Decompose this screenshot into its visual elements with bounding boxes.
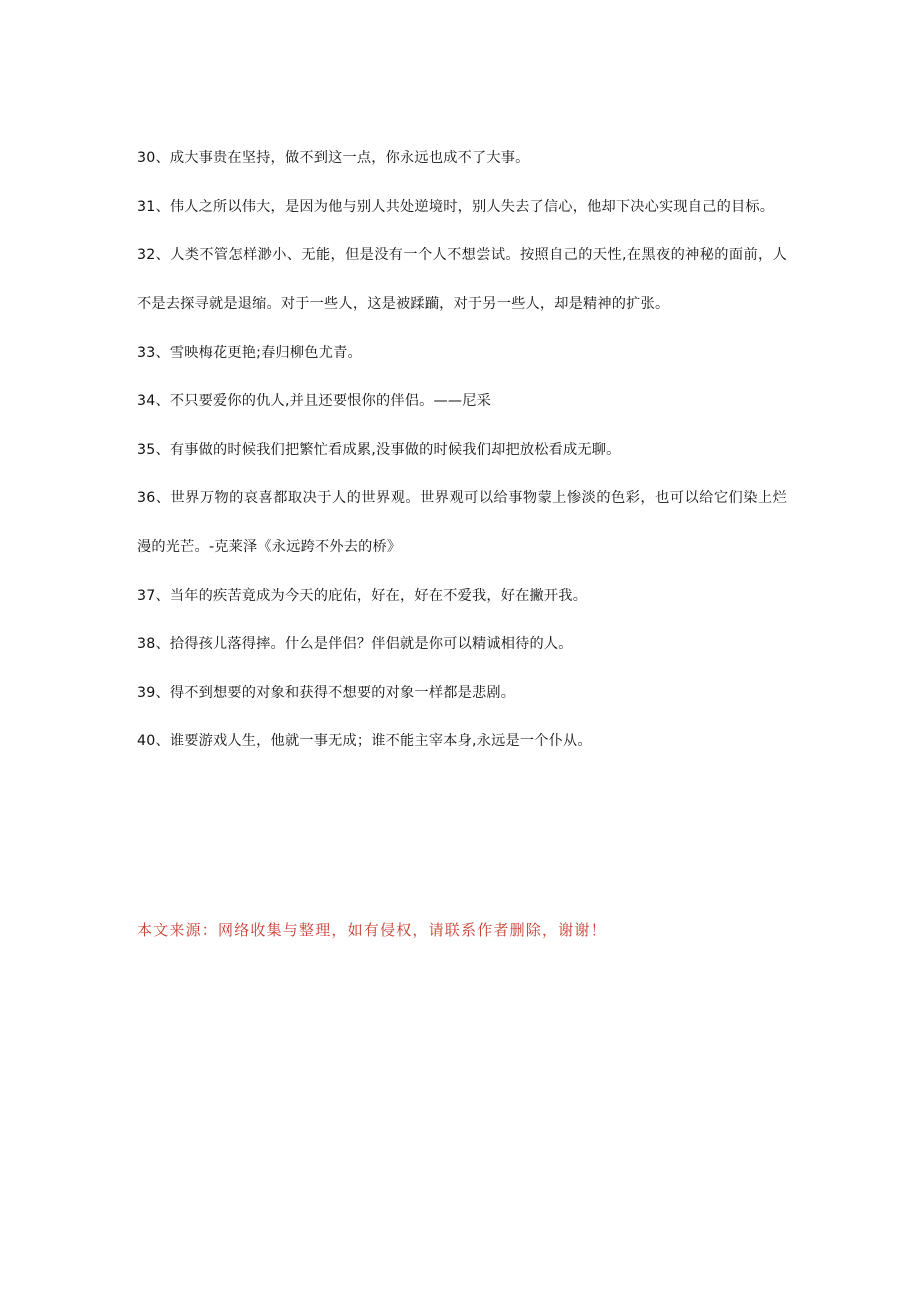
quote-item-36: 36、世界万物的哀喜都取决于人的世界观。世界观可以给事物蒙上惨淡的色彩，也可以给它们染上烂漫的光芒。-克莱泽《永远跨不外去的桥》 <box>137 490 787 555</box>
quote-item-38: 38、拾得孩儿落得摔。什么是伴侣？伴侣就是你可以精诚相待的人。 <box>137 636 573 652</box>
quote-item-37: 37、当年的疾苦竟成为今天的庇佑，好在，好在不爱我，好在撇开我。 <box>137 587 588 604</box>
quote-item-31: 31、伟人之所以伟大，是因为他与别人共处逆境时，别人失去了信心，他却下决心实现自己的目标。 <box>137 198 775 215</box>
source-disclaimer: 本文来源：网络收集与整理，如有侵权，请联系作者删除，谢谢！ <box>137 921 607 939</box>
quote-item-33: 33、雪映梅花更艳;春归柳色尤青。 <box>137 344 362 361</box>
quote-item-30: 30、成大事贵在坚持，做不到这一点，你永远也成不了大事。 <box>137 150 530 166</box>
quote-item-32: 32、人类不管怎样渺小、无能，但是没有一个人不想尝试。按照自己的天性,在黑夜的神秘的面前，人不是去探寻就是退缩。对于一些人，这是被蹂躏，对于另一些人，却是精神的扩张。 <box>137 247 787 312</box>
quote-item-40: 40、谁要游戏人生，他就一事无成；谁不能主宰本身,永远是一个仆从。 <box>137 733 592 749</box>
quote-item-34: 34、不只要爱你的仇人,并且还要恨你的伴侣。——尼采 <box>137 393 492 409</box>
quote-item-39: 39、得不到想要的对象和获得不想要的对象一样都是悲剧。 <box>137 684 516 701</box>
quote-list <box>137 134 787 766</box>
quote-item-35: 35、有事做的时候我们把繁忙看成累,没事做的时候我们却把放松看成无聊。 <box>137 441 621 458</box>
